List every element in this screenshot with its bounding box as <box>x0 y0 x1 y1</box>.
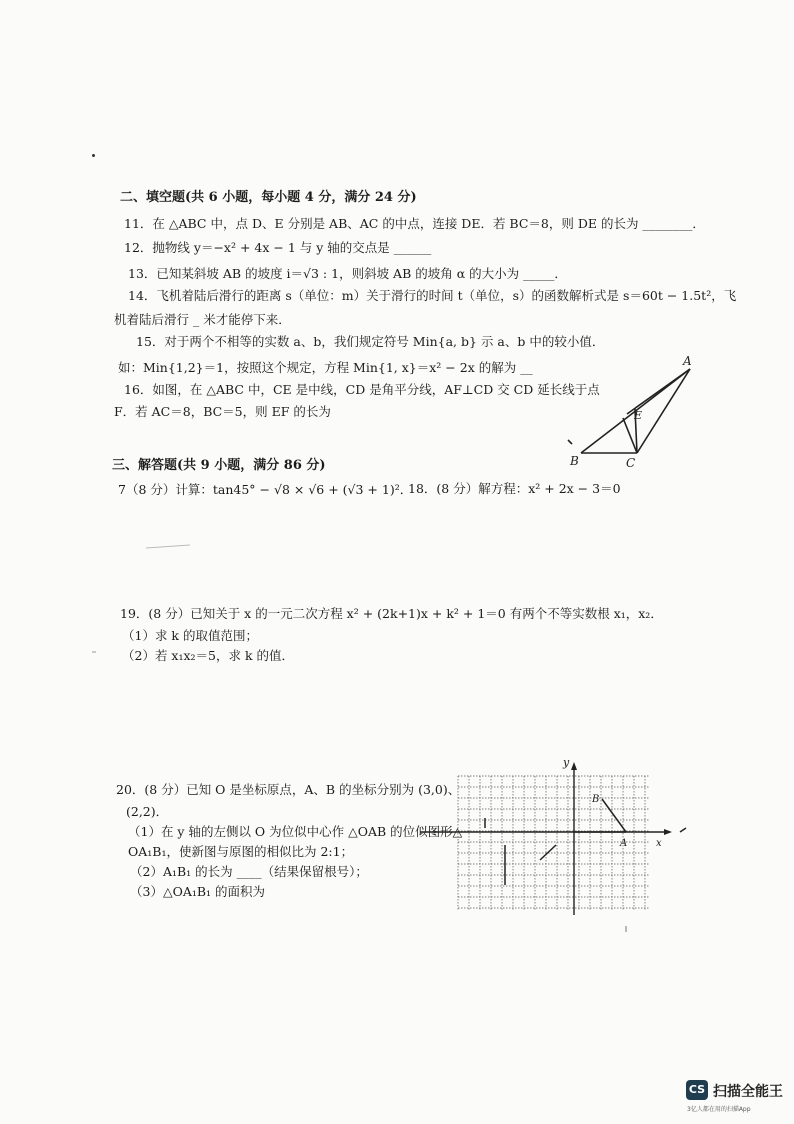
label-point-b: B <box>592 794 600 805</box>
question-13: 13．已知某斜坡 AB 的坡度 i＝√3 : 1，则斜坡 AB 的坡角 α 的大小为 _____． <box>128 266 567 281</box>
question-20-line6: （3）△OA₁B₁ 的面积为 <box>130 884 266 899</box>
side-ca <box>637 369 690 453</box>
question-20-line4: OA₁B₁，使新图与原图的相似比为 2:1； <box>128 844 354 859</box>
y-axis-arrow <box>571 762 577 770</box>
question-14-line2: 机着陆后滑行 _ 米才能停下来． <box>114 312 291 327</box>
question-19-line1: 19．(8 分）已知关于 x 的一元二次方程 x² + (2k+1)x + k² + 1＝0 有两个不等实数根 x₁，x₂． <box>120 606 663 621</box>
question-18: 18．(8 分）解方程：x² + 2x − 3＝0 <box>408 481 621 496</box>
axis-label-y: y <box>563 756 570 769</box>
question-15-line2: 如：Min{1,2}＝1，按照这个规定，方程 Min{1, x}＝x² − 2x 的解为 __ <box>118 360 533 375</box>
scan-speck <box>92 154 95 157</box>
label-vertex-b: B <box>570 454 579 468</box>
question-17: 7（8 分）计算：tan45° − √8 × √6 + (√3 + 1)²． <box>118 482 413 497</box>
segment-af <box>627 369 690 414</box>
question-20-line5: （2）A₁B₁ 的长为 ____（结果保留根号）； <box>130 864 368 879</box>
stray-mark <box>568 440 572 444</box>
section3-header: 三、解答题(共 9 小题，满分 86 分) <box>112 458 326 473</box>
watermark-tagline: 3亿人都在用的扫描App <box>687 1106 751 1113</box>
section2-header: 二、填空题(共 6 小题，每小题 4 分，满分 24 分) <box>120 190 417 205</box>
segment-ce <box>635 409 637 453</box>
watermark-name: 扫描全能王 <box>713 1084 783 1100</box>
segment-ab <box>602 799 626 832</box>
x-axis-arrow <box>664 829 672 835</box>
question-12: 12．抛物线 y＝−x² + 4x − 1 与 y 轴的交点是 ______ <box>124 240 432 255</box>
camscanner-logo: CS <box>686 1080 708 1100</box>
question-14-line1: 14．飞机着陆后滑行的距离 s（单位：m）关于滑行的时间 t（单位，s）的函数解析式是 s＝60t − 1.5t²，飞 <box>128 288 737 303</box>
label-vertex-a: A <box>683 354 692 368</box>
question-16-line1: 16．如图，在 △ABC 中，CE 是中线，CD 是角平分线，AF⊥CD 交 CD 延长线于点 <box>124 382 600 397</box>
axis-label-x: x <box>656 838 662 849</box>
question-16-line2: F．若 AC＝8，BC＝5，则 EF 的长为 <box>114 404 331 419</box>
stray-mark-arrow <box>540 845 556 860</box>
question-11: 11．在 △ABC 中，点 D、E 分别是 AB、AC 的中点，连接 DE．若 BC＝8，则 DE 的长为 ________． <box>124 216 705 231</box>
stray-mark-right <box>680 828 686 832</box>
question-20-line1: 20．(8 分）已知 O 是坐标原点，A、B 的坐标分别为 (3,0)、 <box>116 782 461 797</box>
label-point-e: E <box>634 409 643 422</box>
question-20-line3: （1）在 y 轴的左侧以 O 为位似中心作 △OAB 的位似图形△ <box>128 824 463 839</box>
grid-lines <box>458 776 650 910</box>
question-19-line3: （2）若 x₁x₂＝5，求 k 的值． <box>122 648 295 663</box>
question-20-line2: (2,2)． <box>126 804 169 819</box>
label-vertex-c: C <box>626 456 636 470</box>
segment-cf <box>623 418 637 453</box>
question-15-line1: 15．对于两个不相等的实数 a、b，我们规定符号 Min{a, b} 示 a、b 中的较小值． <box>136 334 605 349</box>
question-19-line2: （1）求 k 的取值范围； <box>122 628 258 643</box>
label-point-a: A <box>620 838 628 849</box>
